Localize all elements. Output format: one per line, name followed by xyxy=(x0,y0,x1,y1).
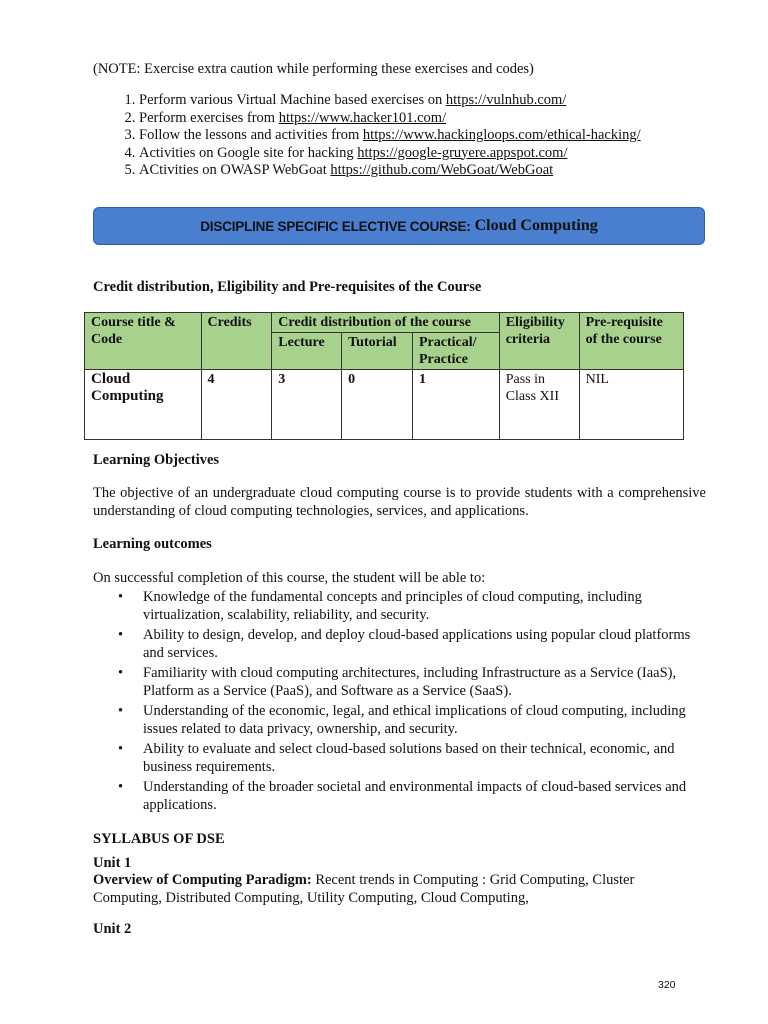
outcome-text: Knowledge of the fundamental concepts and principles of cloud computing, including virtualization, scalability, reliability, and security. xyxy=(143,589,642,623)
cell-eligibility: Pass in Class XII xyxy=(499,370,579,440)
gruyere-link[interactable]: https://google-gruyere.appspot.com/ xyxy=(357,144,568,161)
credit-distribution-table xyxy=(84,312,684,440)
list-item xyxy=(93,664,693,700)
table-row xyxy=(85,370,684,440)
outcome-text: Ability to evaluate and select cloud-based solutions based on their technical, economic, and business requirements. xyxy=(143,741,675,775)
webgoat-link[interactable]: https://github.com/WebGoat/WebGoat xyxy=(330,162,554,178)
caution-note: (NOTE: Exercise extra caution while performing these exercises and codes) xyxy=(93,61,534,77)
link-description: Follow the lessons and activities from xyxy=(139,127,363,143)
hacker101-link[interactable]: https://www.hacker101.com/ xyxy=(278,109,447,126)
outcome-text: Understanding of the broader societal and environmental impacts of cloud-based services and applications. xyxy=(143,779,687,813)
unit1-label: Overview of Computing Paradigm: xyxy=(93,872,312,888)
list-item xyxy=(139,127,641,145)
vulnhub-link[interactable]: https://vulnhub.com/ xyxy=(445,92,567,108)
header-practical: Practical/ Practice xyxy=(412,333,499,370)
outcome-text: Ability to design, develop, and deploy cloud-based applications using popular cloud platforms and services. xyxy=(143,627,691,661)
link-description: Perform exercises from xyxy=(139,109,279,126)
unit1-description xyxy=(93,872,693,907)
header-lecture: Lecture xyxy=(272,333,342,370)
outcome-text: Understanding of the economic, legal, and ethical implications of cloud computing, including issues related to data privacy, ownership, and security. xyxy=(143,703,686,737)
unit1-text: Recent trends in Computing : Grid Computing, Cluster Computing, Distributed Computing, Utility Computing, Cloud Computing, xyxy=(93,872,635,906)
learning-outcomes-intro: On successful completion of this course, the student will be able to: xyxy=(93,570,486,586)
link-description: ACtivities on OWASP WebGoat xyxy=(139,162,331,178)
list-item xyxy=(93,778,693,814)
banner-course-title: Cloud Computing xyxy=(474,217,598,234)
list-item xyxy=(139,162,641,180)
list-item xyxy=(139,145,641,163)
header-eligibility: Eligibility criteria xyxy=(499,313,579,370)
outcome-text: Familiarity with cloud computing architectures, including Infrastructure as a Service (IaaS), Platform as a Service (PaaS), and Software as a Service (SaaS). xyxy=(143,665,677,699)
list-item xyxy=(93,740,693,776)
cell-credits: 4 xyxy=(201,370,272,440)
unit2-heading: Unit 2 xyxy=(93,921,132,937)
credit-heading: Credit distribution, Eligibility and Pre-requisites of the Course xyxy=(93,279,482,295)
learning-objectives-heading: Learning Objectives xyxy=(93,452,220,468)
header-credits: Credits xyxy=(201,313,272,370)
course-title-banner xyxy=(93,207,705,245)
bullet-icon: • xyxy=(118,741,124,757)
link-description: Activities on Google site for hacking xyxy=(139,144,358,161)
cell-course: Cloud Computing xyxy=(85,370,202,440)
bullet-icon: • xyxy=(118,779,124,795)
learning-objectives-text: The objective of an undergraduate cloud computing course is to provide students with a comprehensive understanding of cloud computing technologies, services, and applications. xyxy=(93,485,706,519)
header-prerequisite: Pre-requisite of the course xyxy=(579,313,683,370)
bullet-icon: • xyxy=(118,703,124,719)
syllabus-heading: SYLLABUS OF DSE xyxy=(93,831,225,847)
header-course-title: Course title & Code xyxy=(85,313,202,370)
exercise-links-list xyxy=(93,92,641,180)
list-item xyxy=(139,110,641,128)
header-credit-distribution: Credit distribution of the course xyxy=(272,313,499,333)
learning-outcomes-heading: Learning outcomes xyxy=(93,536,212,552)
cell-tutorial: 0 xyxy=(342,370,413,440)
list-item xyxy=(93,702,693,738)
link-description: Perform various Virtual Machine based exercises on xyxy=(139,92,446,108)
header-tutorial: Tutorial xyxy=(342,333,413,370)
list-item xyxy=(139,92,641,110)
page-number: 320 xyxy=(658,979,676,991)
banner-label: DISCIPLINE SPECIFIC ELECTIVE COURSE: xyxy=(200,218,471,234)
list-item xyxy=(93,626,693,662)
bullet-icon: • xyxy=(118,665,124,681)
cell-prerequisite: NIL xyxy=(579,370,683,440)
unit1-heading: Unit 1 xyxy=(93,855,132,871)
list-item xyxy=(93,588,693,624)
bullet-icon: • xyxy=(118,589,124,605)
cell-lecture: 3 xyxy=(272,370,342,440)
learning-outcomes-list xyxy=(93,588,693,816)
cell-practical: 1 xyxy=(412,370,499,440)
table-header-row xyxy=(85,313,684,333)
hackingloops-link[interactable]: https://www.hackingloops.com/ethical-hacking/ xyxy=(362,127,641,143)
bullet-icon: • xyxy=(118,627,124,643)
